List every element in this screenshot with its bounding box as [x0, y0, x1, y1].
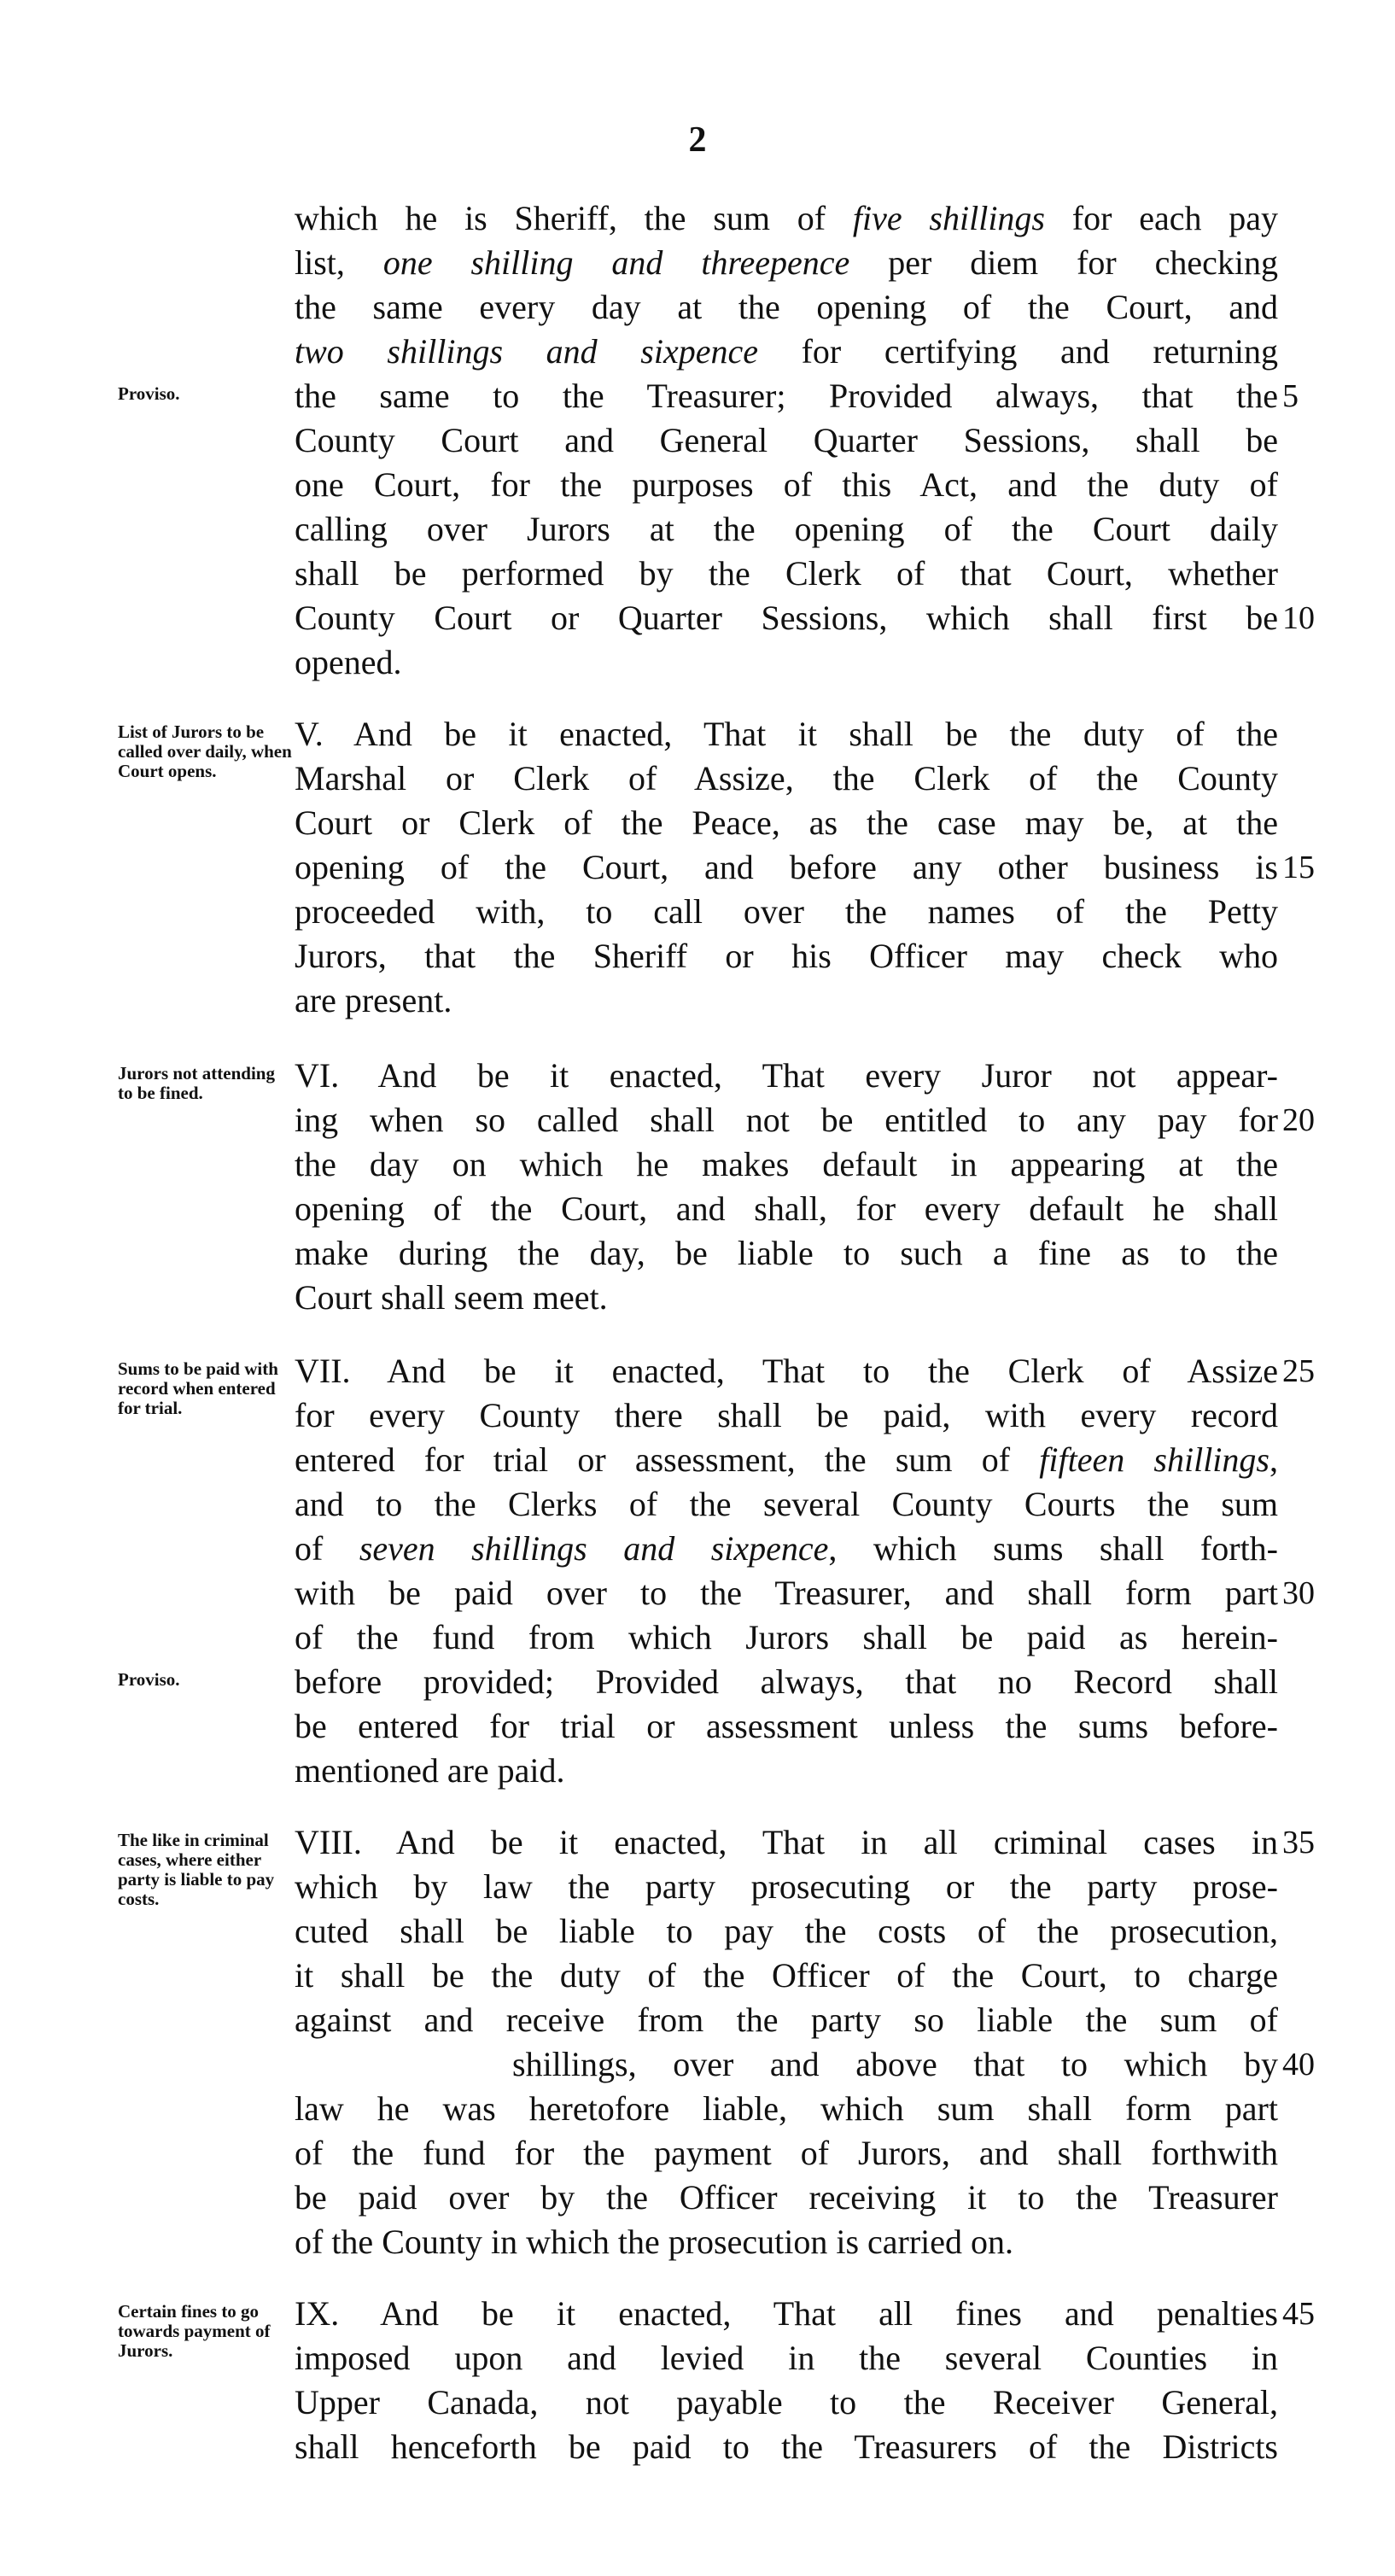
line: County Court and General Quarter Sessions, shall be: [295, 421, 1278, 459]
line: be paid over by the Officer receiving it to the Treasurer: [295, 2178, 1278, 2217]
italic-phrase: five shillings: [852, 199, 1045, 237]
line: opening of the Court, and shall, for every default he shall: [295, 1189, 1278, 1228]
line: the day on which he makes default in appearing at the: [295, 1145, 1278, 1183]
line: opened.: [295, 643, 402, 681]
line-number: 30: [1282, 1575, 1315, 1611]
line-number: 20: [1282, 1102, 1315, 1138]
line: Marshal or Clerk of Assize, the Clerk of the County: [295, 759, 1278, 797]
line: mentioned are paid.: [295, 1751, 565, 1790]
line: which he is Sheriff, the sum of five shillings for each pay: [295, 199, 1279, 237]
line-number: 40: [1282, 2047, 1315, 2082]
line: which by law the party prosecuting or the party prose-: [295, 1867, 1278, 1906]
line: shall be performed by the Clerk of that Court, whether: [295, 554, 1278, 593]
line: Court shall seem meet.: [295, 1278, 608, 1317]
line: are present.: [295, 981, 452, 1019]
line: against and receive from the party so liable the sum of: [295, 2001, 1278, 2039]
line: two shillings and sixpence for certifying and returning: [295, 332, 1278, 371]
margin-note: Sums to be paid with record when entered for trial.: [118, 1358, 278, 1418]
italic-phrase: one shilling and threepence: [382, 243, 850, 282]
line: with be paid over to the Treasurer, and shall form part: [295, 1574, 1278, 1612]
page-number: 2: [688, 120, 707, 160]
line: list, one shilling and threepence per diem for checking: [295, 243, 1278, 282]
line-number: 45: [1282, 2296, 1315, 2332]
line: opening of the Court, and before any other business is: [295, 848, 1278, 886]
line: imposed upon and levied in the several Counties in: [295, 2339, 1278, 2377]
line: it shall be the duty of the Officer of the Court, to charge: [295, 1956, 1278, 1995]
line: Jurors, that the Sheriff or his Officer may check who: [295, 937, 1278, 975]
line: IX. And be it enacted, That all fines and penalties: [295, 2294, 1278, 2333]
line: County Court or Quarter Sessions, which shall first be: [295, 599, 1278, 637]
line: for every County there shall be paid, with every record: [295, 1396, 1278, 1434]
margin-note: Proviso.: [118, 383, 180, 404]
line: VI. And be it enacted, That every Juror not appear-: [295, 1056, 1278, 1095]
line: calling over Jurors at the opening of the Court daily: [295, 510, 1278, 548]
line: of seven shillings and sixpence, which sums shall forth-: [295, 1529, 1278, 1568]
line: one Court, for the purposes of this Act, and the duty of: [295, 465, 1278, 504]
line-number: 10: [1282, 600, 1315, 636]
margin-note: Certain fines to go towards payment of Jurors.: [118, 2301, 271, 2361]
line-number: 5: [1282, 378, 1299, 414]
line: be entered for trial or assessment unless the sums before-: [295, 1707, 1278, 1745]
line: shillings, over and above that to which by: [512, 2045, 1278, 2083]
italic-phrase: seven shillings and sixpence: [359, 1529, 829, 1568]
line: cuted shall be liable to pay the costs of the prosecution,: [295, 1912, 1278, 1950]
line: law he was heretofore liable, which sum shall form part: [295, 2089, 1278, 2128]
line: and to the Clerks of the several County Courts the sum: [295, 1485, 1278, 1523]
margin-note: List of Jurors to be called over daily, when Court opens.: [118, 721, 292, 781]
margin-note: Jurors not attending to be fined.: [118, 1063, 275, 1103]
line: entered for trial or assessment, the sum of fifteen shillings,: [295, 1440, 1278, 1479]
line: V. And be it enacted, That it shall be the duty of the: [295, 715, 1278, 753]
line: of the fund for the payment of Jurors, and shall forthwith: [295, 2134, 1278, 2172]
line: before provided; Provided always, that no Record shall: [295, 1662, 1278, 1701]
line: shall henceforth be paid to the Treasurers of the Districts: [295, 2427, 1278, 2466]
line: the same every day at the opening of the Court, and: [295, 288, 1278, 326]
line: proceeded with, to call over the names of the Petty: [295, 892, 1278, 931]
line-number: 25: [1282, 1353, 1315, 1389]
italic-phrase: two shillings and sixpence: [295, 332, 758, 371]
italic-phrase: fifteen shillings: [1039, 1440, 1270, 1479]
line: ing when so called shall not be entitled to any pay for: [295, 1101, 1278, 1139]
line: make during the day, be liable to such a fine as to the: [295, 1234, 1278, 1272]
line: VII. And be it enacted, That to the Clerk of Assize: [295, 1352, 1278, 1390]
line: the same to the Treasurer; Provided always, that the: [295, 377, 1278, 415]
line: Court or Clerk of the Peace, as the case may be, at the: [295, 803, 1278, 842]
margin-note: The like in criminal cases, where either party is liable to pay costs.: [118, 1830, 275, 1909]
line: of the County in which the prosecution is carried on.: [295, 2223, 1014, 2261]
margin-note: Proviso.: [118, 1669, 180, 1690]
line: of the fund from which Jurors shall be paid as herein-: [295, 1618, 1278, 1656]
line-number: 35: [1282, 1825, 1315, 1860]
line: Upper Canada, not payable to the Receiver General,: [295, 2383, 1278, 2421]
line: VIII. And be it enacted, That in all criminal cases in: [295, 1823, 1278, 1861]
line-number: 15: [1282, 850, 1315, 885]
